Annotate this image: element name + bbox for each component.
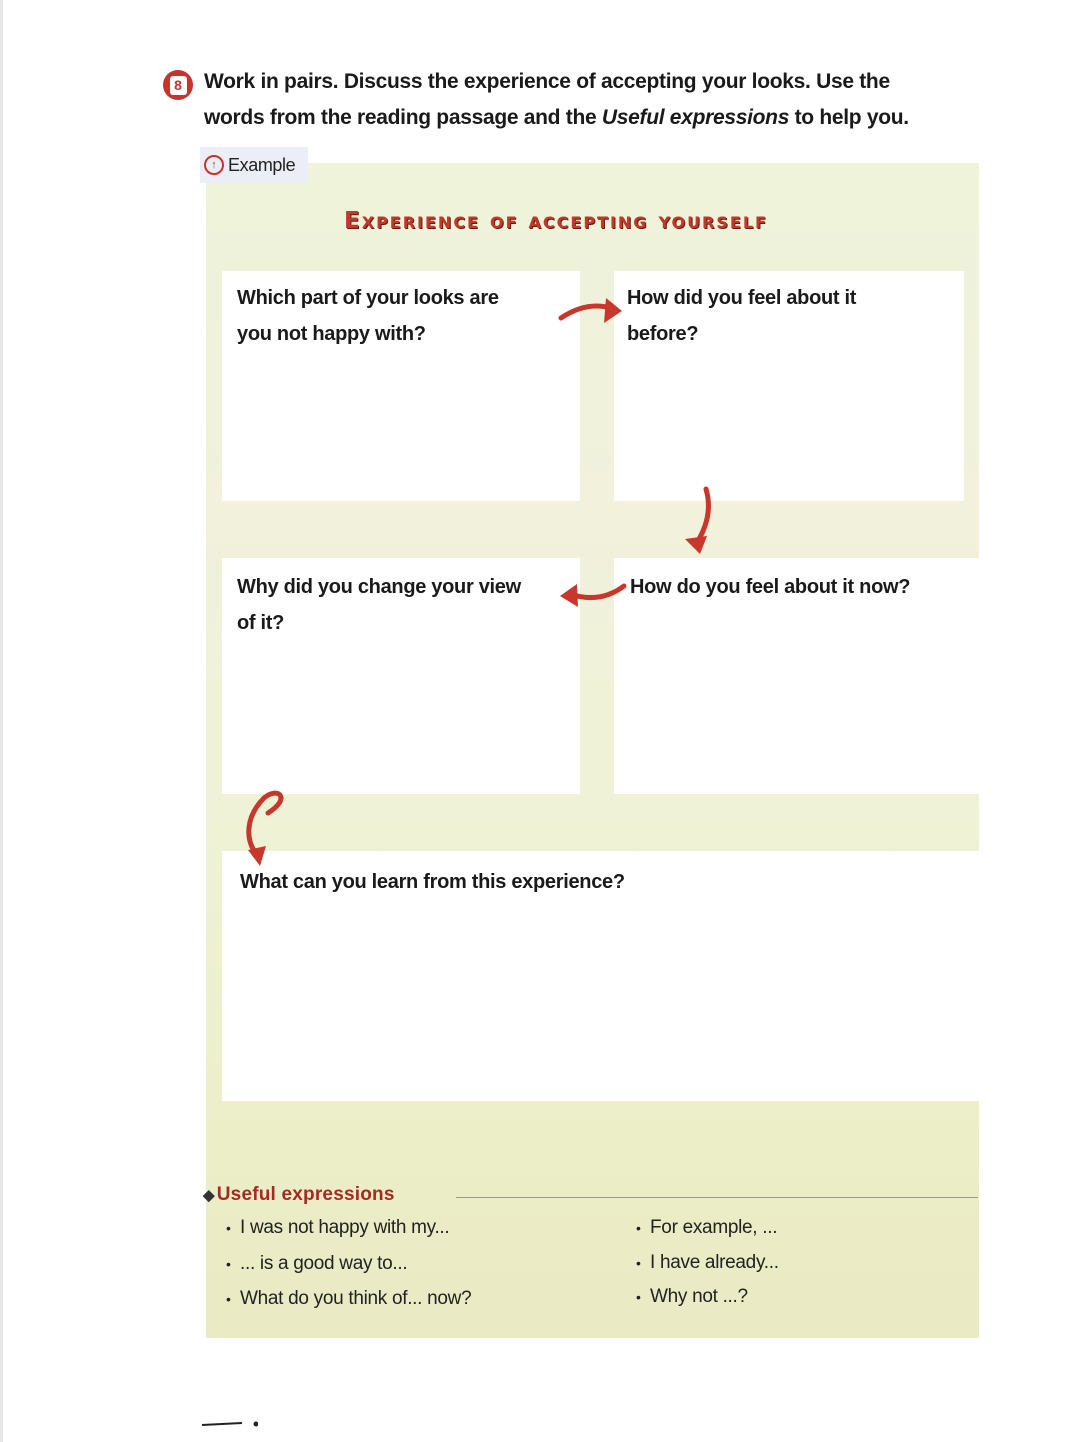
- expression-item: • What do you think of... now?: [226, 1288, 472, 1309]
- useful-expressions-title: ◆ Useful expressions: [203, 1184, 395, 1205]
- useful-divider: [456, 1197, 978, 1198]
- expression-item: • ... is a good way to...: [226, 1253, 408, 1274]
- footer-mark: [202, 1418, 258, 1430]
- expression-item: • Why not ...?: [636, 1286, 748, 1307]
- question-looks: Which part of your looks are you not happy with?: [237, 287, 499, 345]
- example-label: Example: [228, 154, 296, 175]
- expression-item: • I was not happy with my...: [226, 1217, 450, 1238]
- task-line-2: words from the reading passage and the Useful expressions to help you.: [204, 106, 909, 129]
- task-line-1: Work in pairs. Discuss the experience of accepting your looks. Use the: [204, 70, 890, 93]
- expression-item: • For example, ...: [636, 1217, 778, 1238]
- question-feel-before: How did you feel about it before?: [627, 287, 857, 345]
- question-feel-now: How do you feel about it now?: [630, 576, 911, 598]
- example-tab: [200, 147, 308, 183]
- question-change-view: Why did you change your view of it?: [237, 576, 521, 634]
- example-icon: ↑: [204, 155, 224, 175]
- arrow-down-icon: [696, 489, 708, 544]
- arrow-left-icon: [570, 586, 624, 598]
- task-number-badge: 8: [163, 70, 193, 100]
- expression-item: • I have already...: [636, 1252, 779, 1273]
- question-learn: What can you learn from this experience?: [240, 871, 625, 893]
- panel-title: Experience of accepting yourself: [344, 208, 768, 234]
